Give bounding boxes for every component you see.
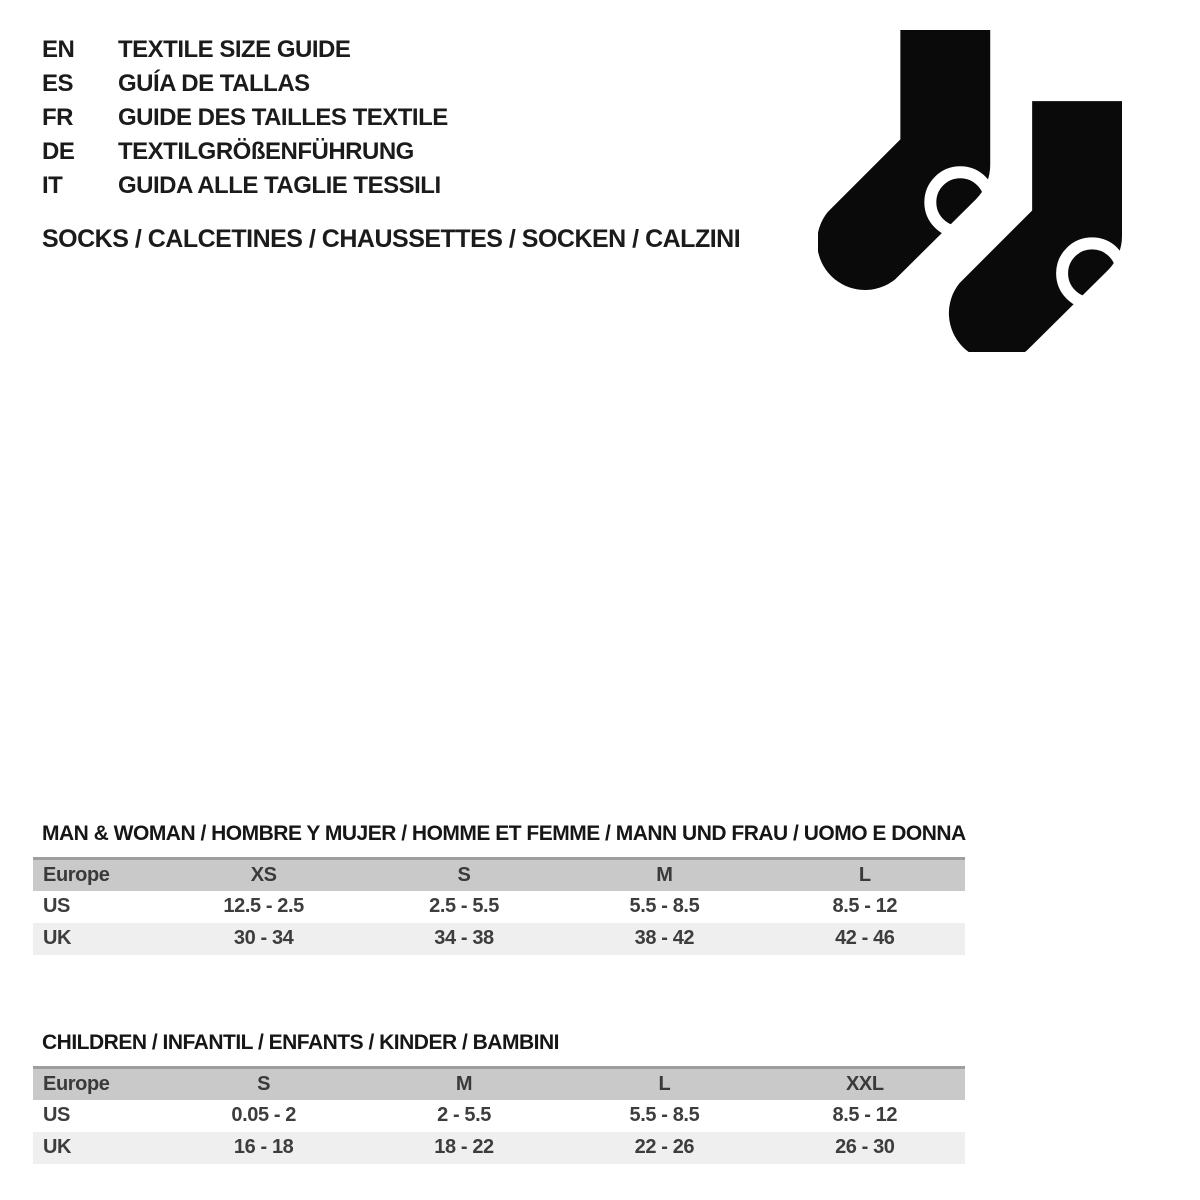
table-header-row <box>33 1068 965 1100</box>
row-label: UK <box>43 1136 72 1158</box>
column-header-size: XXL <box>845 1072 884 1095</box>
language-label: GUIDE DES TAILLES TEXTILE <box>118 104 448 131</box>
language-row-es <box>42 67 448 101</box>
size-cell: 34 - 38 <box>434 927 494 949</box>
size-cell: 2.5 - 5.5 <box>429 895 499 917</box>
row-label: UK <box>43 927 72 949</box>
row-label: US <box>43 1104 70 1126</box>
column-header-size: S <box>457 863 471 886</box>
language-code: IT <box>42 172 63 199</box>
column-header-size: S <box>257 1072 271 1095</box>
size-cell: 38 - 42 <box>634 927 695 949</box>
column-header-region: Europe <box>43 863 110 886</box>
size-cell: 5.5 - 8.5 <box>629 1104 700 1126</box>
size-table <box>33 1066 965 1164</box>
language-row-fr <box>42 101 448 135</box>
size-cell: 5.5 - 8.5 <box>629 895 700 917</box>
size-cell: 8.5 - 12 <box>832 1104 898 1126</box>
column-header-size: M <box>455 1072 473 1095</box>
table-title: CHILDREN / INFANTIL / ENFANTS / KINDER / BAMBINI <box>42 1031 559 1054</box>
language-row-de <box>42 135 448 169</box>
size-cell: 42 - 46 <box>835 927 895 949</box>
sock-glyph-back <box>818 30 990 290</box>
table-row-us <box>33 1100 965 1132</box>
size-cell: 12.5 - 2.5 <box>223 895 304 917</box>
language-label: GUÍA DE TALLAS <box>118 70 310 97</box>
table-header-row <box>33 859 965 891</box>
product-category-title: SOCKS / CALCETINES / CHAUSSETTES / SOCKEN / CALZINI <box>42 225 741 253</box>
size-cell: 22 - 26 <box>634 1136 695 1158</box>
table-row-uk <box>33 1132 965 1164</box>
size-cell: 18 - 22 <box>434 1136 494 1158</box>
column-header-region: Europe <box>43 1072 110 1095</box>
size-cell: 2 - 5.5 <box>437 1104 491 1126</box>
size-table-section-children <box>33 1031 965 1164</box>
language-label: TEXTILE SIZE GUIDE <box>118 36 351 63</box>
size-table-section-man-woman <box>33 822 965 955</box>
size-table <box>33 857 965 955</box>
language-code: DE <box>42 138 75 165</box>
size-cell: 16 - 18 <box>233 1136 294 1158</box>
table-row-uk <box>33 923 965 955</box>
column-header-size: L <box>658 1072 671 1095</box>
language-code: ES <box>42 70 74 97</box>
size-cell: 26 - 30 <box>835 1136 895 1158</box>
column-header-size: XS <box>250 863 277 886</box>
row-label: US <box>43 895 70 917</box>
language-label: TEXTILGRÖßENFÜHRUNG <box>118 138 414 165</box>
table-title: MAN & WOMAN / HOMBRE Y MUJER / HOMME ET FEMME / MANN UND FRAU / UOMO E DONNA <box>42 822 966 845</box>
language-row-en <box>42 33 448 67</box>
table-row-us <box>33 891 965 923</box>
size-cell: 0.05 - 2 <box>231 1104 296 1126</box>
size-cell: 30 - 34 <box>233 927 294 949</box>
size-cell: 8.5 - 12 <box>832 895 898 917</box>
language-row-it <box>42 169 448 203</box>
socks-icon <box>818 30 1125 352</box>
column-header-size: L <box>858 863 871 886</box>
language-label: GUIDA ALLE TAGLIE TESSILI <box>118 172 441 199</box>
column-header-size: M <box>656 863 673 886</box>
language-code: FR <box>42 104 73 131</box>
language-code: EN <box>42 36 75 63</box>
language-list <box>42 33 448 203</box>
